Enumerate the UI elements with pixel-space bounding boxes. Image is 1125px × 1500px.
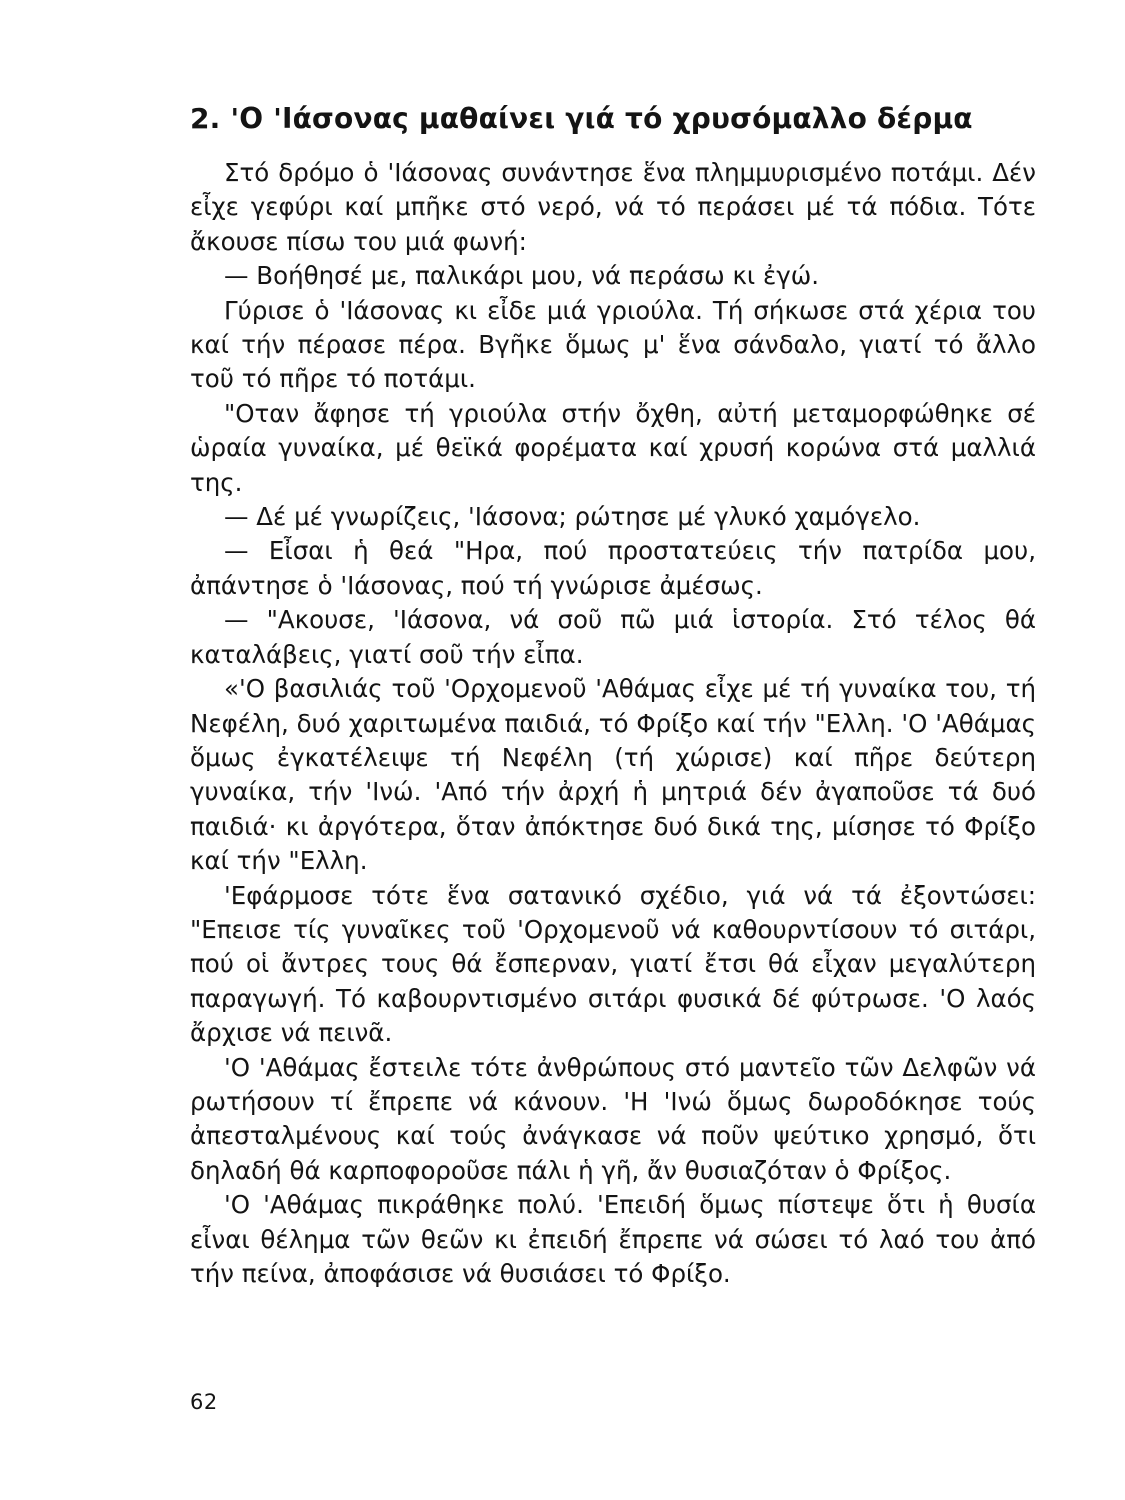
paragraph: "Οταν ἄφησε τή γριούλα στήν ὄχθη, αὐτή μεταμορφώθηκε σέ ὡραία γυναίκα, μέ θεϊκά φορέματα καί χρυσή κορώνα στά μαλλιά της. [190, 398, 1036, 497]
paragraph: — Βοήθησέ με, παλικάρι μου, νά περάσω κι ἐγώ. [224, 261, 820, 291]
chapter-title: 2. 'Ο 'Ιάσονας μαθαίνει γιά τό χρυσόμαλλο δέρμα [190, 102, 973, 135]
paragraph: «'Ο βασιλιάς τοῦ 'Ορχομενοῦ 'Αθάμας εἶχε μέ τή γυναίκα του, τή Νεφέλη, δυό χαριτωμένα παιδιά, τό Φρίξο καί τήν "Ελλη. 'Ο 'Αθάμας ὅμως ἐγκατέλειψε τή Νεφέλη (τή χώρισε) καί πῆρε δεύτερη γυναίκα, τήν 'Ινώ. 'Από τήν ἀρχή ἡ μητριά δέν ἀγαποῦσε τά δυό παιδιά· κι ἀργότερα, ὅταν ἀπόκτησε δυό δικά της, μίσησε τό Φρίξο καί τήν "Ελλη. [190, 674, 1036, 876]
page-number: 62 [190, 1390, 218, 1414]
paragraph: 'Εφάρμοσε τότε ἕνα σατανικό σχέδιο, γιά νά τά ἐξοντώσει: "Επεισε τίς γυναῖκες τοῦ 'Ορχομενοῦ νά καθουρντίσουν τό σιτάρι, πού οἱ ἄντρες τους θά ἔσπερναν, γιατί ἔτσι θά εἶχαν μεγαλύτερη παραγωγή. Τό καβουρντισμένο σιτάρι φυσικά δέ φύτρωσε. 'Ο λαός ἄρχισε νά πεινᾶ. [190, 880, 1036, 1048]
paragraph: Στό δρόμο ὁ 'Ιάσονας συνάντησε ἕνα πλημμυρισμένο ποτάμι. Δέν εἶχε γεφύρι καί μπῆκε στό νερό, νά τό περάσει μέ τά πόδια. Τότε ἄκουσε πίσω του μιά φωνή: [190, 158, 1036, 256]
page-body [190, 90, 1036, 1291]
paragraph: Γύρισε ὁ 'Ιάσονας κι εἶδε μιά γριούλα. Τή σήκωσε στά χέρια του καί τήν πέρασε πέρα. Βγῆκε ὅμως μ' ἕνα σάνδαλο, γιατί τό ἄλλο τοῦ τό πῆρε τό ποτάμι. [190, 295, 1036, 394]
paragraph: 'Ο 'Αθάμας ἔστειλε τότε ἀνθρώπους στό μαντεῖο τῶν Δελφῶν νά ρωτήσουν τί ἔπρεπε νά κάνουν. 'Η 'Ινώ ὅμως δωροδόκησε τούς ἀπεσταλμένους καί τούς ἀνάγκασε νά ποῦν ψεύτικο χρησμό, ὅτι δηλαδή θά καρποφοροῦσε πάλι ἡ γῆ, ἄν θυσιαζόταν ὁ Φρίξος. [190, 1052, 1036, 1185]
paragraph: — "Ακουσε, 'Ιάσονα, νά σοῦ πῶ μιά ἱστορία. Στό τέλος θά καταλάβεις, γιατί σοῦ τήν εἶπα. [190, 605, 1036, 669]
paragraph: 'Ο 'Αθάμας πικράθηκε πολύ. 'Επειδή ὅμως πίστεψε ὅτι ἡ θυσία εἶναι θέλημα τῶν θεῶν κι ἐπειδή ἔπρεπε νά σώσει τό λαό του ἀπό τήν πείνα, ἀποφάσισε νά θυσιάσει τό Φρίξο. [190, 1190, 1036, 1288]
paragraph: — Δέ μέ γνωρίζεις, 'Ιάσονα; ρώτησε μέ γλυκό χαμόγελο. [224, 502, 921, 532]
paragraph: — Εἶσαι ἡ θεά "Ηρα, πού προστατεύεις τήν πατρίδα μου, ἀπάντησε ὁ 'Ιάσονας, πού τή γνώρισε ἀμέσως. [190, 536, 1036, 600]
